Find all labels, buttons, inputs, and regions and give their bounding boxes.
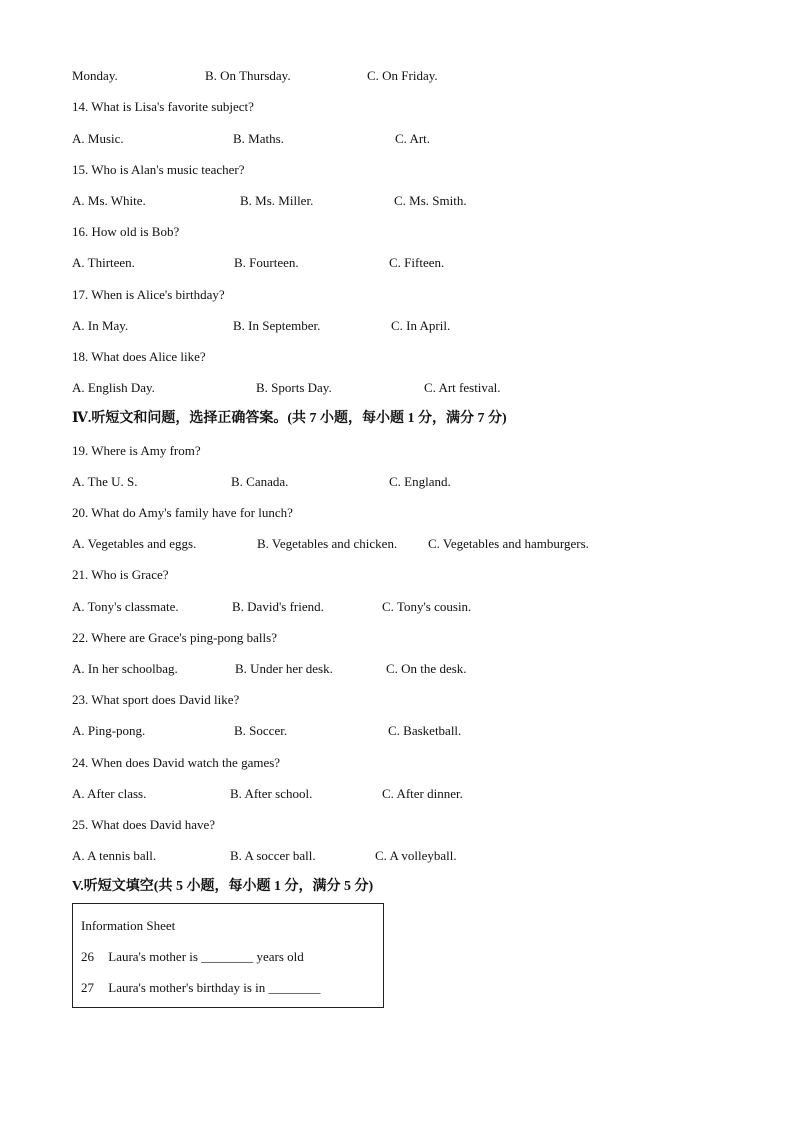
q22-option-a: A. In her schoolbag. <box>72 661 178 676</box>
question-25: 25. What does David have? <box>72 817 216 832</box>
q19-option-a: A. The U. S. <box>72 474 138 489</box>
q23-option-c: C. Basketball. <box>388 723 462 738</box>
q25-option-c: C. A volleyball. <box>375 848 457 863</box>
q16-option-c: C. Fifteen. <box>389 255 445 270</box>
q20-option-b: B. Vegetables and chicken. <box>257 536 398 551</box>
information-sheet-box <box>72 903 384 1008</box>
q19-option-c: C. England. <box>389 474 451 489</box>
info-item-number: 27 <box>81 980 94 995</box>
q13-option-a: Monday. <box>72 68 118 83</box>
q18-option-b: B. Sports Day. <box>256 380 332 395</box>
info-item-text: Laura's mother's birthday is in ________ <box>108 980 321 995</box>
section-4-title: Ⅳ.听短文和问题，选择正确答案。(共 7 小题，每小题 1 分，满分 7 分) <box>72 411 507 426</box>
q25-option-a: A. A tennis ball. <box>72 848 157 863</box>
q14-option-b: B. Maths. <box>233 131 284 146</box>
q16-option-a: A. Thirteen. <box>72 255 135 270</box>
question-17: 17. When is Alice's birthday? <box>72 287 225 302</box>
q21-option-c: C. Tony's cousin. <box>382 599 472 614</box>
info-item-27 <box>81 980 321 996</box>
question-18: 18. What does Alice like? <box>72 349 206 364</box>
question-22: 22. Where are Grace's ping-pong balls? <box>72 630 277 645</box>
q17-option-a: A. In May. <box>72 318 129 333</box>
q19-option-b: B. Canada. <box>231 474 289 489</box>
question-14: 14. What is Lisa's favorite subject? <box>72 99 254 114</box>
q24-option-a: A. After class. <box>72 786 147 801</box>
q15-option-b: B. Ms. Miller. <box>240 193 314 208</box>
q18-option-a: A. English Day. <box>72 380 155 395</box>
q17-option-c: C. In April. <box>391 318 451 333</box>
question-16: 16. How old is Bob? <box>72 224 180 239</box>
q23-option-a: A. Ping-pong. <box>72 723 146 738</box>
q21-option-a: A. Tony's classmate. <box>72 599 179 614</box>
information-sheet-title: Information Sheet <box>81 918 176 933</box>
question-21: 21. Who is Grace? <box>72 567 169 582</box>
q22-option-c: C. On the desk. <box>386 661 467 676</box>
question-24: 24. When does David watch the games? <box>72 755 281 770</box>
question-23: 23. What sport does David like? <box>72 692 240 707</box>
q20-option-a: A. Vegetables and eggs. <box>72 536 197 551</box>
q22-option-b: B. Under her desk. <box>235 661 333 676</box>
q17-option-b: B. In September. <box>233 318 321 333</box>
q13-option-c: C. On Friday. <box>367 68 438 83</box>
q21-option-b: B. David's friend. <box>232 599 324 614</box>
q13-option-b: B. On Thursday. <box>205 68 291 83</box>
info-item-number: 26 <box>81 949 94 964</box>
info-item-26 <box>81 949 304 965</box>
q24-option-c: C. After dinner. <box>382 786 463 801</box>
question-20: 20. What do Amy's family have for lunch? <box>72 505 293 520</box>
question-15: 15. Who is Alan's music teacher? <box>72 162 245 177</box>
q14-option-c: C. Art. <box>395 131 431 146</box>
q18-option-c: C. Art festival. <box>424 380 501 395</box>
q15-option-c: C. Ms. Smith. <box>394 193 467 208</box>
q25-option-b: B. A soccer ball. <box>230 848 316 863</box>
q20-option-c: C. Vegetables and hamburgers. <box>428 536 589 551</box>
question-19: 19. Where is Amy from? <box>72 443 201 458</box>
section-5-title: V.听短文填空(共 5 小题，每小题 1 分，满分 5 分) <box>72 879 374 894</box>
q24-option-b: B. After school. <box>230 786 313 801</box>
q16-option-b: B. Fourteen. <box>234 255 299 270</box>
q23-option-b: B. Soccer. <box>234 723 288 738</box>
q14-option-a: A. Music. <box>72 131 124 146</box>
q15-option-a: A. Ms. White. <box>72 193 146 208</box>
info-item-text: Laura's mother is ________ years old <box>108 949 304 964</box>
